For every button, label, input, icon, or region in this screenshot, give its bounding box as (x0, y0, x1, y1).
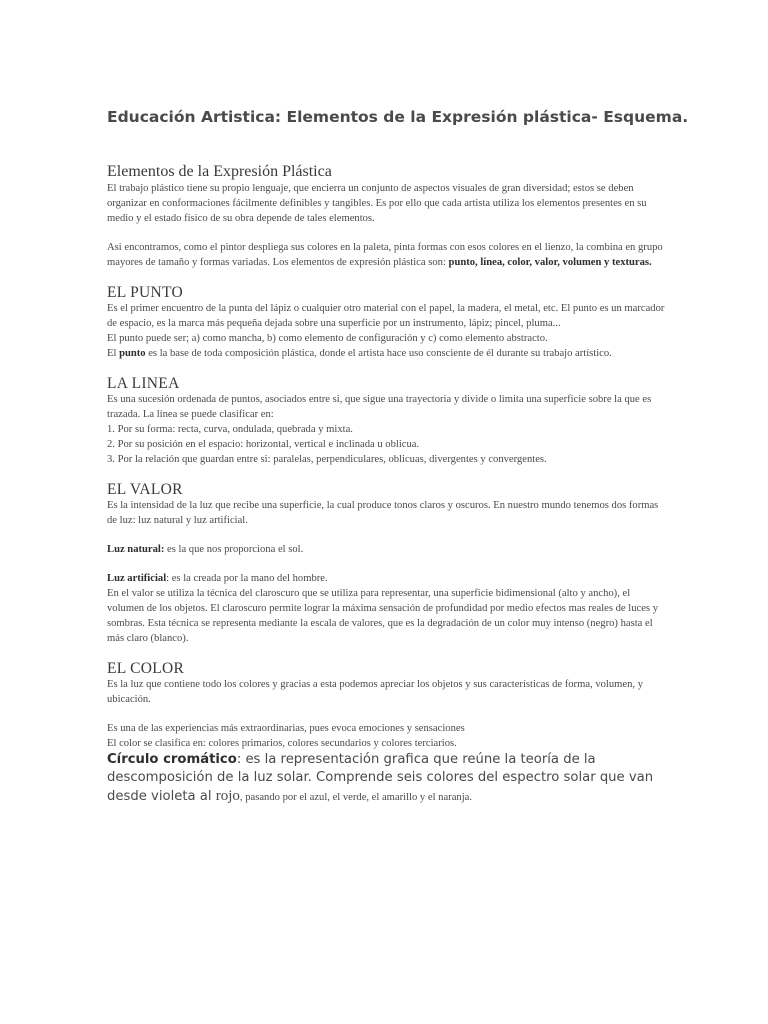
linea-item-2: 2. Por su posición en el espacio: horizontal, vertical e inclinada u oblicua. (107, 439, 420, 450)
circulo-cromatico: Círculo cromático: es la representación grafica que reúne la teoría de la descomposición de la luz solar. Comprende seis colores del espectro solar que van desde violeta al rojo, pasando por el azul, el verde, el amarillo y el naranja. (107, 752, 654, 804)
intro-paragraph-1: El trabajo plástico tiene su propio lenguaje, que encierra un conjunto de aspectos visuales de gran diversidad; estos se deben organizar en conformaciones fácilmente definibles y tangibles. Es por ello que cada artista utiliza los elementos presentes en su medio y el estado físico de su obra depende de tales elementos. (107, 183, 647, 224)
punto-paragraph-3: El punto es la base de toda composición plástica, donde el artista hace uso consciente de él durante su trabajo artístico. (107, 348, 612, 359)
heading-linea: LA LINEA (107, 375, 180, 392)
document-title: Educación Artistica: Elementos de la Expresión plástica- Esquema. (107, 108, 689, 126)
elements-list: punto, línea, color, valor, volumen y texturas. (448, 257, 652, 268)
color-paragraph-2: Es una de las experiencias más extraordinarias, pues evoca emociones y sensaciones (107, 723, 465, 734)
punto-paragraph-2: El punto puede ser; a) como mancha, b) como elemento de configuración y c) como elemento abstracto. (107, 333, 548, 344)
intro-paragraph-2: Asi encontramos, como el pintor despliega sus colores en la paleta, pinta formas con esos colores en el lienzo, la combina en grupo mayores de tamaño y formas variadas. Los elementos de expresión plástica son: punto, línea, color, valor, volumen y texturas. (107, 242, 663, 268)
valor-paragraph-1: Es la intensidad de la luz que recibe una superficie, la cual produce tonos claros y oscuros. En nuestro mundo tenemos dos formas de luz: luz natural y luz artificial. (107, 500, 659, 526)
punto-paragraph-1: Es el primer encuentro de la punta del lápiz o cualquier otro material con el papel, la madera, el metal, etc. El punto es un marcador de espacio, es la marca más pequeña dejada sobre una superficie por un instrumento, lápiz; pincel, pluma... (107, 303, 665, 329)
valor-paragraph-2: En el valor se utiliza la técnica del claroscuro que se utiliza para representar, una superficie bidimensional (alto y ancho), el volumen de los objetos. El claroscuro permite lograr la máxima sensación de profundidad por medio efectos mas reales de luces y sombras. Esta técnica se representa mediante la escala de valores, que es la degradación de un color muy intenso (negro) hasta el más claro (blanco). (107, 588, 658, 644)
luz-artificial: Luz artificial: es la creada por la mano del hombre. (107, 573, 328, 584)
main-heading: Elementos de la Expresión Plástica (107, 163, 332, 180)
luz-natural: Luz natural: es la que nos proporciona el sol. (107, 544, 304, 555)
color-paragraph-1: Es la luz que contiene todo los colores y gracias a esta podemos apreciar los objetos y sus características de forma, volumen, y ubicación. (107, 679, 643, 705)
color-paragraph-3: El color se clasifica en: colores primarios, colores secundarios y colores terciarios. (107, 738, 457, 749)
linea-paragraph-1: Es una sucesión ordenada de puntos, asociados entre si, que sigue una trayectoria y divide o limita una superficie sobre la que es trazada. La línea se puede clasificar en: (107, 394, 652, 420)
heading-color: EL COLOR (107, 660, 185, 677)
heading-valor: EL VALOR (107, 481, 183, 498)
document-page (107, 108, 689, 807)
linea-item-3: 3. Por la relación que guardan entre si: paralelas, perpendiculares, oblicuas, divergentes y convergentes. (107, 454, 547, 465)
heading-punto: EL PUNTO (107, 284, 184, 301)
linea-item-1: 1. Por su forma: recta, curva, ondulada, quebrada y mixta. (107, 424, 353, 435)
